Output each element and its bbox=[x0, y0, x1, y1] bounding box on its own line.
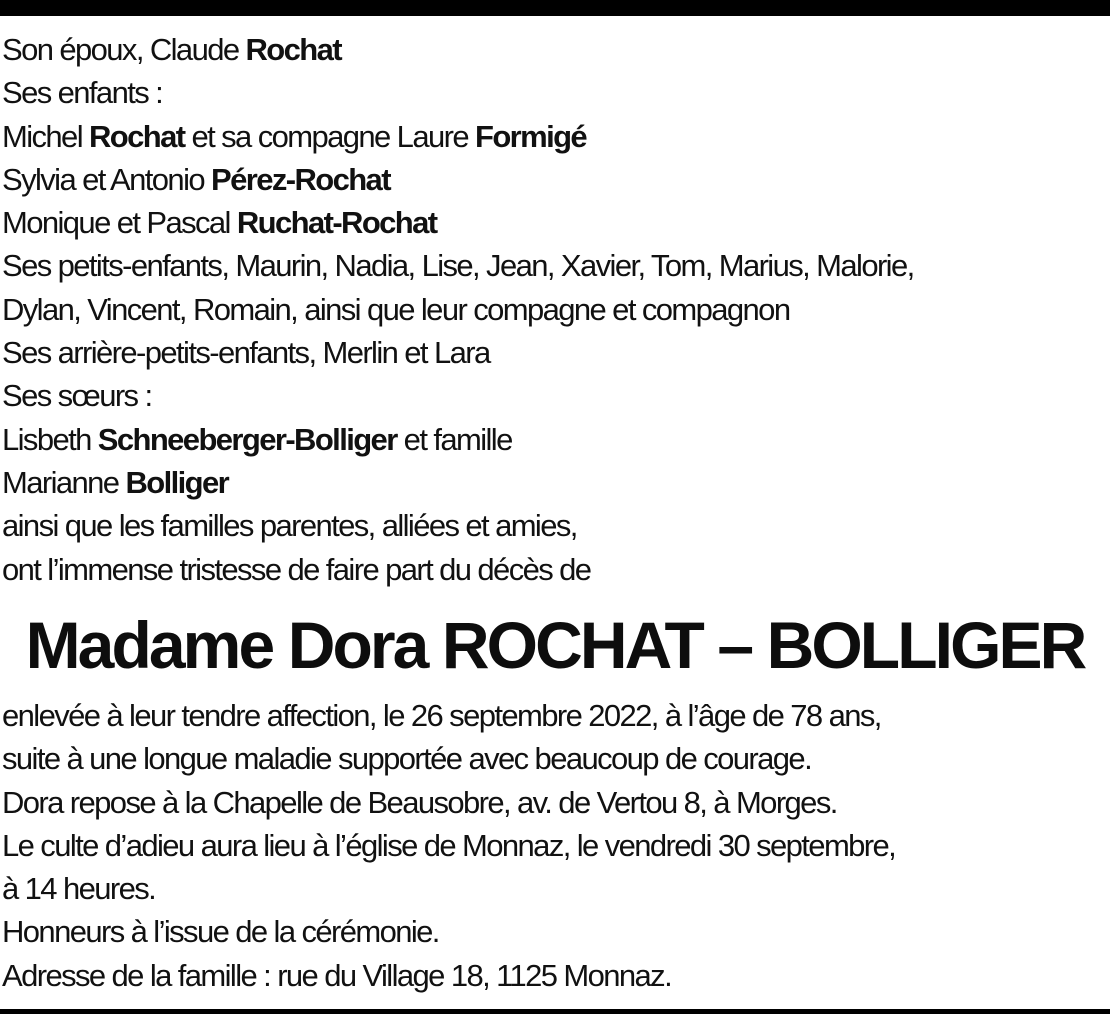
family-line-child-monique: Monique et Pascal Ruchat-Rochat bbox=[2, 205, 437, 241]
details-line-address: Adresse de la famille : rue du Village 18, 1125 Monnaz. bbox=[2, 957, 672, 993]
family-line-child-michel: Michel Rochat et sa compagne Laure Formigé bbox=[2, 118, 587, 154]
details-line-date: enlevée à leur tendre affection, le 26 septembre 2022, à l’âge de 78 ans, bbox=[2, 698, 881, 733]
family-line-child-sylvia: Sylvia et Antonio Pérez-Rochat bbox=[2, 161, 390, 197]
family-line-children-heading: Ses enfants : bbox=[2, 75, 163, 111]
family-line-great-grandchildren: Ses arrière-petits-enfants, Merlin et Lara bbox=[2, 335, 490, 371]
family-line-sisters-heading: Ses sœurs : bbox=[2, 378, 152, 414]
family-line-grandchildren-cont: Dylan, Vincent, Romain, ainsi que leur compagne et compagnon bbox=[2, 291, 790, 327]
details-line-honours: Honneurs à l’issue de la cérémonie. bbox=[2, 914, 439, 950]
details-line-chapel: Dora repose à la Chapelle de Beausobre, av. de Vertou 8, à Morges. bbox=[2, 784, 837, 820]
family-line-sister-lisbeth: Lisbeth Schneeberger-Bolliger et famille bbox=[2, 421, 512, 457]
family-line-relatives: ainsi que les familles parentes, alliées et amies, bbox=[2, 508, 577, 544]
details-line-time: à 14 heures. bbox=[2, 871, 156, 907]
bottom-border-rule bbox=[0, 1009, 1110, 1014]
family-line-announcement: ont l’immense tristesse de faire part du décès de bbox=[2, 551, 591, 587]
family-line-spouse: Son époux, Claude Rochat bbox=[2, 32, 341, 67]
funeral-details bbox=[2, 694, 1106, 997]
deceased-name-heading: Madame Dora ROCHAT – BOLLIGER bbox=[25, 608, 1085, 682]
family-announcement bbox=[2, 28, 1106, 591]
family-line-grandchildren: Ses petits-enfants, Maurin, Nadia, Lise, Jean, Xavier, Tom, Marius, Malorie, bbox=[2, 248, 914, 284]
details-line-illness: suite à une longue maladie supportée avec beaucoup de courage. bbox=[2, 741, 812, 777]
top-border-rule bbox=[0, 0, 1110, 16]
details-line-service: Le culte d’adieu aura lieu à l’église de Monnaz, le vendredi 30 septembre, bbox=[2, 827, 896, 863]
family-line-sister-marianne: Marianne Bolliger bbox=[2, 464, 229, 500]
